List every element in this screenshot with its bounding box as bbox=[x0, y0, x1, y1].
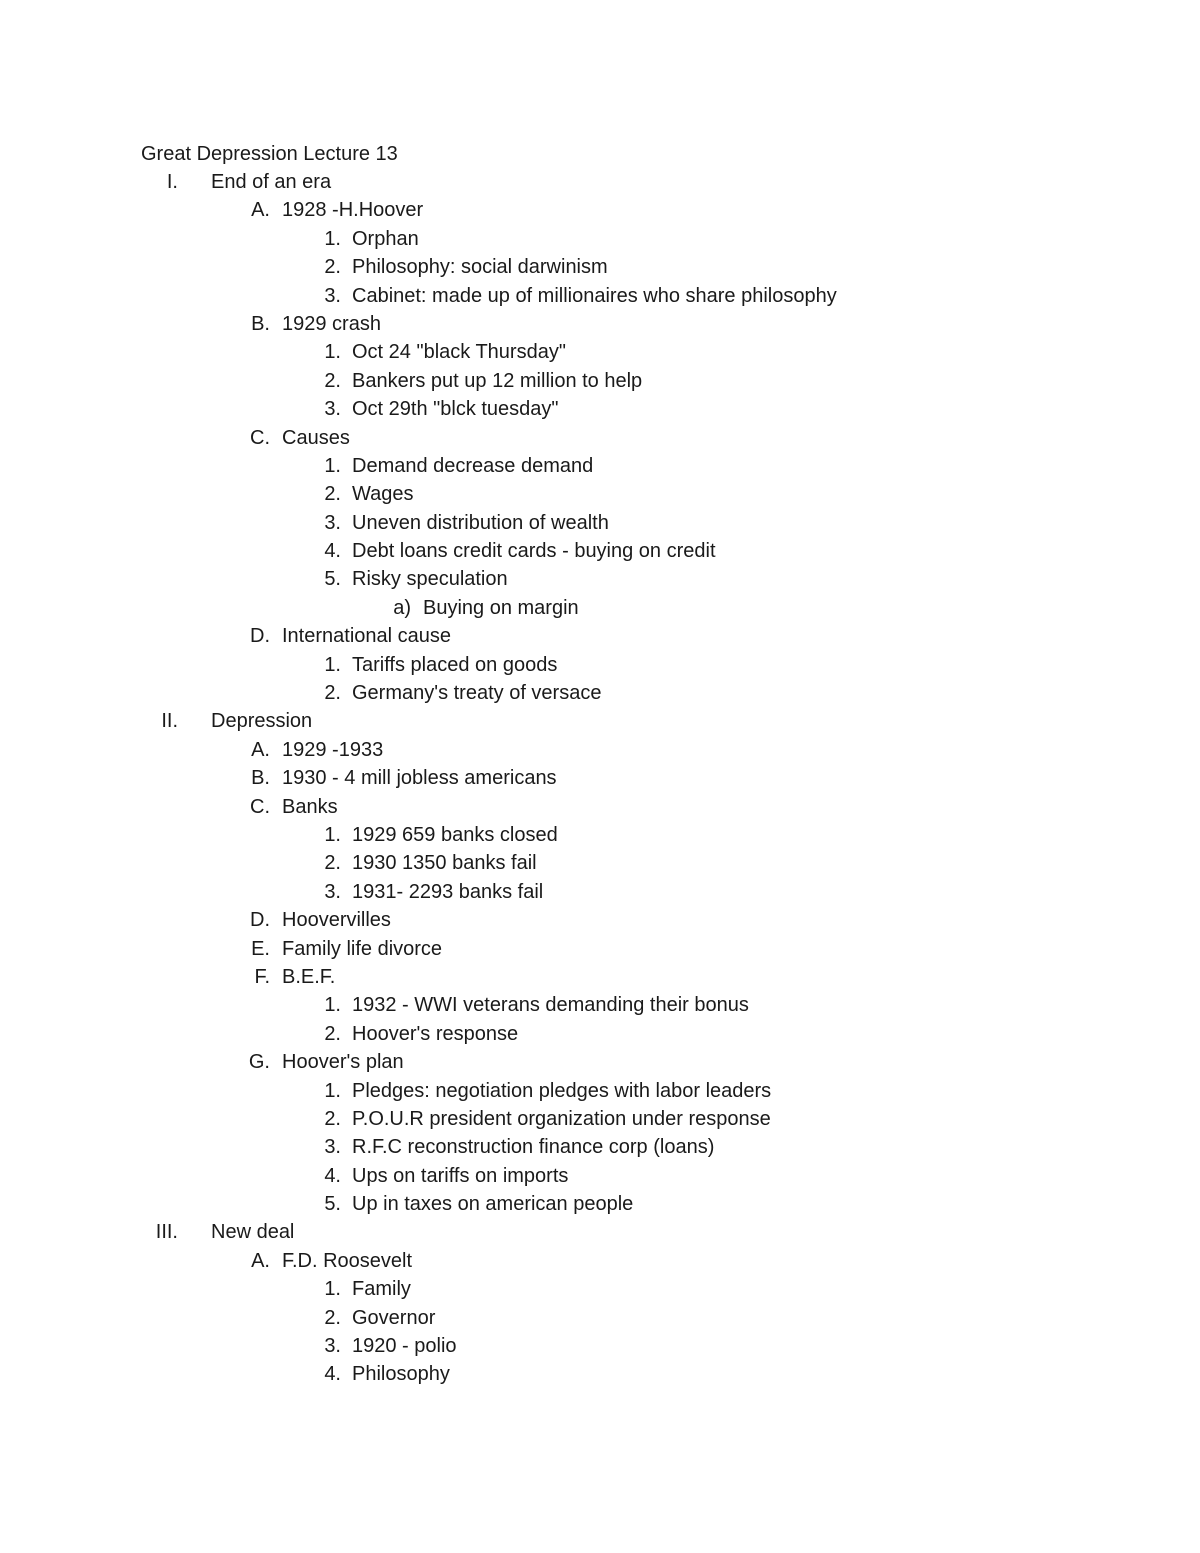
outline-item-marker: 5. bbox=[324, 568, 341, 591]
outline-item-level-2 bbox=[0, 793, 1200, 821]
outline-item-marker: 2. bbox=[324, 682, 341, 705]
outline-item-level-3 bbox=[0, 1332, 1200, 1360]
outline-item-text: Philosophy: social darwinism bbox=[352, 256, 608, 279]
outline-item-marker: B. bbox=[251, 767, 270, 790]
outline-item-level-3 bbox=[0, 1360, 1200, 1388]
outline-item-text: 1932 - WWI veterans demanding their bonus bbox=[352, 994, 749, 1017]
outline-item-marker: 3. bbox=[324, 398, 341, 421]
outline-item-level-2 bbox=[0, 963, 1200, 991]
outline-item-level-3 bbox=[0, 679, 1200, 707]
outline-item-level-3 bbox=[0, 1020, 1200, 1048]
outline-item-text: Germany's treaty of versace bbox=[352, 682, 602, 705]
outline-item-level-3 bbox=[0, 509, 1200, 537]
outline-item-level-2 bbox=[0, 622, 1200, 650]
outline-item-text: Cabinet: made up of millionaires who share philosophy bbox=[352, 284, 837, 307]
outline-item-marker: a) bbox=[393, 596, 411, 619]
outline-item-marker: B. bbox=[251, 312, 270, 335]
outline-item-text: P.O.U.R president organization under response bbox=[352, 1107, 771, 1130]
outline-item-text: R.F.C reconstruction finance corp (loans) bbox=[352, 1136, 715, 1159]
outline-item-marker: 2. bbox=[324, 852, 341, 875]
outline-item-level-3 bbox=[0, 367, 1200, 395]
outline-item-marker: 4. bbox=[324, 1363, 341, 1386]
outline-item-text: Family life divorce bbox=[282, 937, 443, 960]
outline-item-level-3 bbox=[0, 878, 1200, 906]
outline-item-marker: C. bbox=[250, 426, 270, 449]
outline-item-marker: C. bbox=[250, 795, 270, 818]
outline-item-text: Debt loans credit cards - buying on credit bbox=[352, 540, 716, 563]
outline-item-marker: 2. bbox=[324, 1306, 341, 1329]
outline-item-text: Family bbox=[352, 1278, 411, 1301]
outline-item-level-3 bbox=[0, 1105, 1200, 1133]
outline-item-level-3 bbox=[0, 338, 1200, 366]
outline-item-text: Depression bbox=[211, 710, 313, 733]
outline-item-text: Bankers put up 12 million to help bbox=[352, 369, 643, 392]
outline-item-marker: 1. bbox=[324, 823, 341, 846]
outline-item-text: Causes bbox=[282, 426, 350, 449]
outline-item-text: Oct 24 "black Thursday" bbox=[352, 341, 566, 364]
outline-item-text: Uneven distribution of wealth bbox=[352, 511, 609, 534]
document-title: Great Depression Lecture 13 bbox=[141, 143, 398, 165]
outline-item-marker: 2. bbox=[324, 483, 341, 506]
outline-item-text: New deal bbox=[211, 1221, 295, 1244]
outline-item-level-2 bbox=[0, 196, 1200, 224]
outline-item-text: 1931- 2293 banks fail bbox=[352, 880, 544, 903]
outline-item-level-3 bbox=[0, 1190, 1200, 1218]
outline-item-text: Demand decrease demand bbox=[352, 454, 594, 477]
outline-item-text: 1929 crash bbox=[282, 312, 381, 335]
outline-item-level-3 bbox=[0, 565, 1200, 593]
outline-item-marker: 2. bbox=[324, 369, 341, 392]
outline-item-text: Tariffs placed on goods bbox=[352, 653, 558, 676]
outline-item-marker: 1. bbox=[324, 653, 341, 676]
outline-item-level-3 bbox=[0, 452, 1200, 480]
outline-item-level-1 bbox=[0, 168, 1200, 196]
outline-item-text: 1930 1350 banks fail bbox=[352, 852, 537, 875]
outline-item-level-3 bbox=[0, 821, 1200, 849]
outline-item-text: Hoover's response bbox=[352, 1022, 519, 1045]
outline-item-level-3 bbox=[0, 282, 1200, 310]
outline-item-level-3 bbox=[0, 651, 1200, 679]
outline-item-text: 1920 - polio bbox=[352, 1335, 457, 1358]
outline-item-level-3 bbox=[0, 537, 1200, 565]
outline-item-level-4 bbox=[0, 594, 1200, 622]
outline-item-level-3 bbox=[0, 225, 1200, 253]
outline-item-text: Oct 29th "blck tuesday" bbox=[352, 398, 559, 421]
outline-item-level-2 bbox=[0, 1048, 1200, 1076]
outline-item-marker: 5. bbox=[324, 1193, 341, 1216]
outline-item-marker: 1. bbox=[324, 454, 341, 477]
outline-item-marker: 2. bbox=[324, 1022, 341, 1045]
outline-item-marker: 3. bbox=[324, 511, 341, 534]
outline-item-marker: F. bbox=[254, 965, 270, 988]
outline-item-marker: A. bbox=[251, 1249, 270, 1272]
outline-item-text: 1929 -1933 bbox=[282, 738, 384, 761]
outline-item-text: Banks bbox=[282, 795, 338, 818]
outline-item-level-2 bbox=[0, 906, 1200, 934]
outline-item-marker: 1. bbox=[324, 994, 341, 1017]
outline-item-text: Up in taxes on american people bbox=[352, 1193, 634, 1216]
outline-item-text: Buying on margin bbox=[423, 596, 579, 619]
outline-item-text: Ups on tariffs on imports bbox=[352, 1164, 569, 1187]
outline-item-level-2 bbox=[0, 424, 1200, 452]
outline-item-marker: 2. bbox=[324, 256, 341, 279]
outline-item-text: B.E.F. bbox=[282, 965, 336, 988]
outline-item-marker: 3. bbox=[324, 1136, 341, 1159]
outline-item-marker: 2. bbox=[324, 1107, 341, 1130]
outline-item-level-1 bbox=[0, 707, 1200, 735]
outline-item-marker: 1. bbox=[324, 341, 341, 364]
outline-item-text: Governor bbox=[352, 1306, 436, 1329]
outline-item-level-3 bbox=[0, 1304, 1200, 1332]
outline-item-text: Hoovervilles bbox=[282, 909, 391, 932]
outline-item-marker: 4. bbox=[324, 1164, 341, 1187]
outline-item-text: Philosophy bbox=[352, 1363, 450, 1386]
outline-item-level-1 bbox=[0, 1218, 1200, 1246]
outline-item-text: Wages bbox=[352, 483, 414, 506]
outline-item-level-3 bbox=[0, 849, 1200, 877]
outline-item-marker: D. bbox=[250, 625, 270, 648]
outline-item-level-2 bbox=[0, 935, 1200, 963]
outline-item-level-3 bbox=[0, 1077, 1200, 1105]
outline-item-marker: 3. bbox=[324, 880, 341, 903]
outline-item-level-3 bbox=[0, 253, 1200, 281]
outline-item-marker: D. bbox=[250, 909, 270, 932]
outline-item-marker: I. bbox=[166, 171, 178, 193]
outline-item-text: Orphan bbox=[352, 227, 419, 250]
outline-item-level-3 bbox=[0, 991, 1200, 1019]
outline-item-text: F.D. Roosevelt bbox=[282, 1249, 413, 1272]
outline-item-text: Risky speculation bbox=[352, 568, 508, 591]
outline-item-level-3 bbox=[0, 1275, 1200, 1303]
outline-item-marker: III. bbox=[155, 1221, 178, 1244]
outline-list bbox=[0, 168, 1200, 1389]
outline-item-marker: 3. bbox=[324, 1335, 341, 1358]
outline-item-marker: 3. bbox=[324, 284, 341, 307]
outline-item-text: International cause bbox=[282, 625, 452, 648]
outline-item-marker: 4. bbox=[324, 540, 341, 563]
outline-item-level-3 bbox=[0, 1133, 1200, 1161]
outline-item-text: 1928 -H.Hoover bbox=[282, 199, 424, 222]
outline-item-level-2 bbox=[0, 1247, 1200, 1275]
outline-item-marker: E. bbox=[251, 937, 270, 960]
outline-item-marker: 1. bbox=[324, 227, 341, 250]
outline-item-marker: 1. bbox=[324, 1278, 341, 1301]
outline-item-level-3 bbox=[0, 1162, 1200, 1190]
outline-item-marker: II. bbox=[161, 710, 178, 733]
outline-item-text: 1930 - 4 mill jobless americans bbox=[282, 767, 557, 790]
outline-item-marker: A. bbox=[251, 199, 270, 222]
outline-item-text: Pledges: negotiation pledges with labor leaders bbox=[352, 1079, 772, 1102]
outline-item-text: End of an era bbox=[211, 171, 332, 193]
outline-item-level-3 bbox=[0, 480, 1200, 508]
outline-item-text: 1929 659 banks closed bbox=[352, 823, 558, 846]
outline-item-level-2 bbox=[0, 736, 1200, 764]
outline-item-marker: A. bbox=[251, 738, 270, 761]
outline-item-level-3 bbox=[0, 395, 1200, 423]
outline-item-marker: 1. bbox=[324, 1079, 341, 1102]
outline-item-text: Hoover's plan bbox=[282, 1051, 404, 1074]
outline-item-level-2 bbox=[0, 310, 1200, 338]
outline-item-marker: G. bbox=[248, 1051, 270, 1074]
outline-item-level-2 bbox=[0, 764, 1200, 792]
